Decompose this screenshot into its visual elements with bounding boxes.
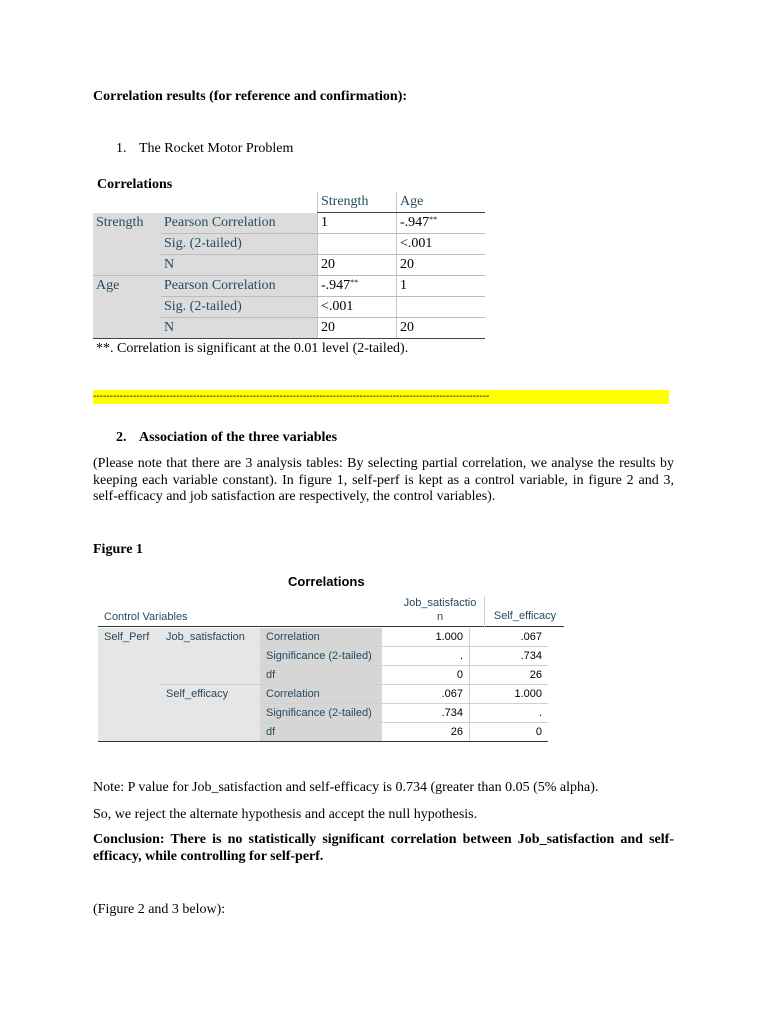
row-group-label <box>93 318 161 339</box>
table-row <box>98 628 548 647</box>
cell-value: . <box>470 704 549 723</box>
cell-value: .067 <box>382 685 470 704</box>
table1-footnote: **. Correlation is significant at the 0.01 level (2-tailed). <box>96 341 409 356</box>
cell-value: .734 <box>470 647 549 666</box>
section2-number: 2. <box>116 430 127 445</box>
cell-value: 1 <box>318 213 397 234</box>
row-var-label <box>160 666 260 685</box>
figure1-table-title: Correlations <box>288 574 365 589</box>
row-var-label <box>160 704 260 723</box>
cell-value: 20 <box>318 255 397 276</box>
row-var-label <box>160 647 260 666</box>
cell-value: .067 <box>470 628 549 647</box>
table-header-row <box>93 192 485 213</box>
cell-value: -.947** <box>397 213 486 234</box>
row-stat-label: Correlation <box>260 628 382 647</box>
row-stat-label: N <box>161 255 318 276</box>
table-row <box>93 255 485 276</box>
table-row <box>93 234 485 255</box>
row-stat-label: Sig. (2-tailed) <box>161 234 318 255</box>
control-variables-header: Control Variables <box>104 611 188 623</box>
table-row <box>98 704 548 723</box>
row-group-label: Age <box>93 276 161 297</box>
partial-correlations-table <box>98 628 548 742</box>
row-group-label: Strength <box>93 213 161 234</box>
cell-value: -.947** <box>318 276 397 297</box>
row-stat-label: Significance (2-tailed) <box>260 704 382 723</box>
correlations-table <box>93 192 485 339</box>
cell-value: 1 <box>397 276 486 297</box>
cell-value: 0 <box>470 723 549 742</box>
col-header-self-efficacy: Self_efficacy <box>493 610 557 622</box>
cell-value: 1.000 <box>470 685 549 704</box>
significance-marker: ** <box>350 278 359 287</box>
cell-value: 1.000 <box>382 628 470 647</box>
table-row <box>98 647 548 666</box>
row-stat-label: Sig. (2-tailed) <box>161 297 318 318</box>
row-var-label <box>160 723 260 742</box>
cell-value: 20 <box>397 255 486 276</box>
cell-value <box>397 297 486 318</box>
section1-number: 1. <box>116 141 127 156</box>
note-text: Note: P value for Job_satisfaction and self-efficacy is 0.734 (greater than 0.05 (5% alpha). <box>93 780 599 795</box>
hypothesis-text: So, we reject the alternate hypothesis and accept the null hypothesis. <box>93 807 478 822</box>
row-stat-label: df <box>260 666 382 685</box>
cell-value <box>318 234 397 255</box>
col-header-strength: Strength <box>318 192 397 213</box>
table1-title: Correlations <box>97 177 173 192</box>
cell-value: 26 <box>470 666 549 685</box>
control-var-label: Self_Perf <box>98 628 160 647</box>
section1-title: The Rocket Motor Problem <box>139 141 294 156</box>
row-group-label <box>93 234 161 255</box>
table-row <box>98 723 548 742</box>
row-group-label <box>93 297 161 318</box>
table-row <box>98 666 548 685</box>
col-header-job-satisfaction: Job_satisfactio n <box>403 597 477 623</box>
table-row <box>93 213 485 234</box>
table-row <box>93 276 485 297</box>
row-stat-label: df <box>260 723 382 742</box>
row-stat-label: Pearson Correlation <box>161 276 318 297</box>
header-divider <box>98 626 564 627</box>
row-stat-label: Correlation <box>260 685 382 704</box>
row-var-label: Self_efficacy <box>160 685 260 704</box>
row-group-label <box>93 255 161 276</box>
cell-value: 20 <box>318 318 397 339</box>
section2-title: Association of the three variables <box>139 430 338 445</box>
section2-intro: (Please note that there are 3 analysis tables: By selecting partial correlation, we analyse the results by keeping each variable constant). In figure 1, self-perf is kept as a control variable, in figure 2 and 3, self-efficacy and job satisfaction are respectively, the control variables). <box>93 456 674 504</box>
figure-next-text: (Figure 2 and 3 below): <box>93 902 226 917</box>
row-stat-label: Pearson Correlation <box>161 213 318 234</box>
conclusion-text: Conclusion: There is no statistically significant correlation between Job_satisfaction and self-efficacy, while controlling for self-perf. <box>93 832 674 864</box>
cell-value: 0 <box>382 666 470 685</box>
cell-value: .734 <box>382 704 470 723</box>
cell-value: 20 <box>397 318 486 339</box>
highlight-divider: ----------------------------------------------------------------------------------------------------------------------- <box>93 390 669 404</box>
row-var-label: Job_satisfaction <box>160 628 260 647</box>
row-stat-label: N <box>161 318 318 339</box>
cell-value: . <box>382 647 470 666</box>
table-row <box>93 318 485 339</box>
table-row <box>93 297 485 318</box>
row-stat-label: Significance (2-tailed) <box>260 647 382 666</box>
figure1-label: Figure 1 <box>93 542 143 557</box>
col-header-age: Age <box>397 192 486 213</box>
cell-value: <.001 <box>397 234 486 255</box>
significance-marker: ** <box>429 215 438 224</box>
cell-value: <.001 <box>318 297 397 318</box>
cell-value: 26 <box>382 723 470 742</box>
table-row <box>98 685 548 704</box>
page-heading: Correlation results (for reference and confirmation): <box>93 89 408 104</box>
